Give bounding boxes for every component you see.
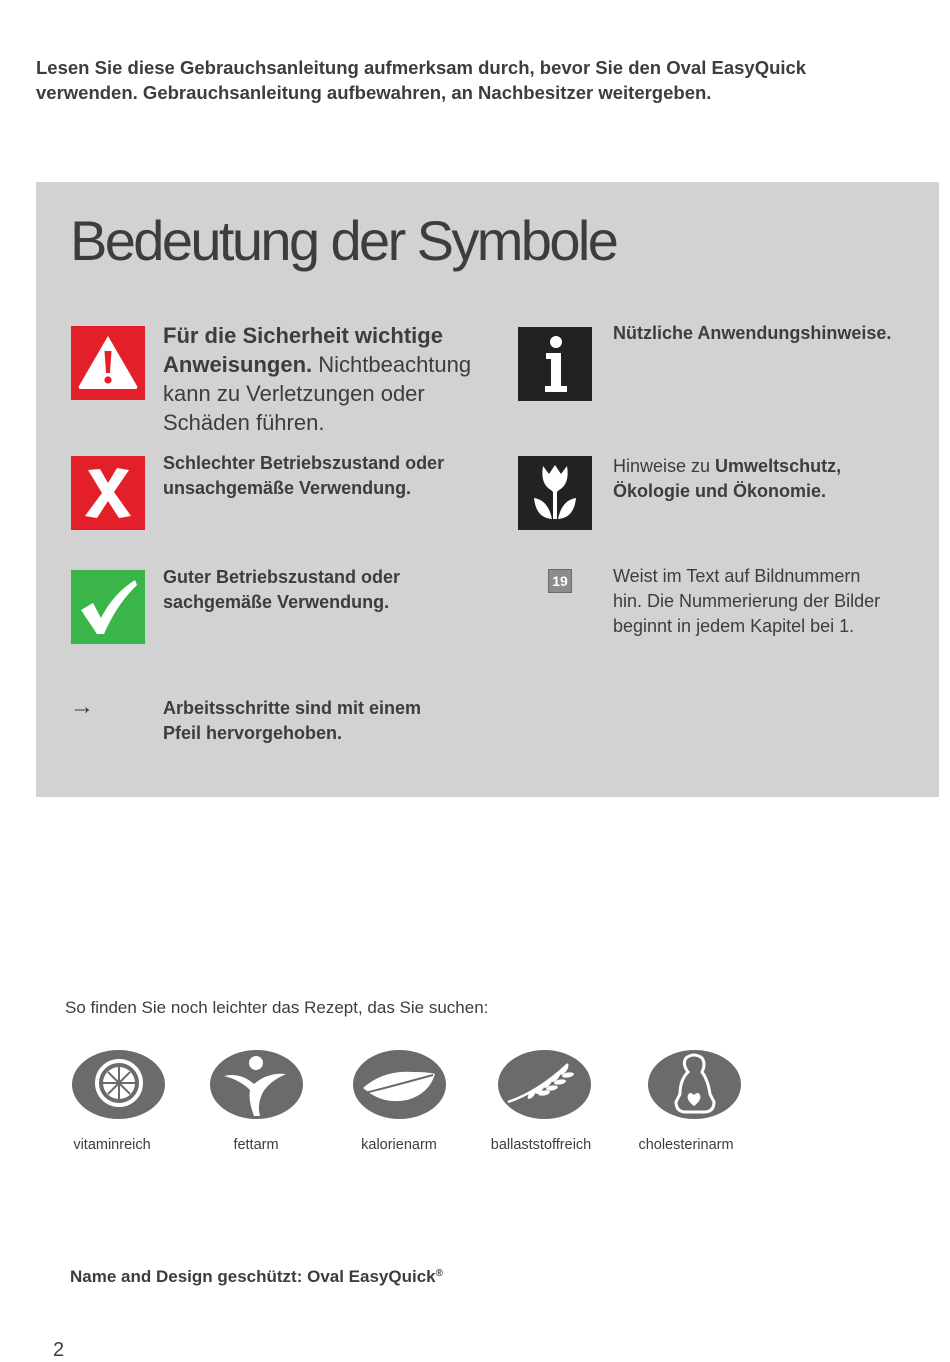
- person-icon: [210, 1050, 303, 1119]
- bad-text: [163, 451, 493, 501]
- recipe-label-fettarm: fettarm: [233, 1137, 279, 1153]
- safety-text: [163, 321, 493, 437]
- wheat-icon: [498, 1050, 591, 1119]
- bad-line-1: Schlechter Betriebszustand oder: [163, 453, 445, 473]
- symbols-title: Bedeutung der Symbole: [70, 209, 617, 272]
- arrow-icon: →: [70, 693, 94, 720]
- figure-number-badge: 19: [548, 569, 572, 593]
- figure-text: [613, 564, 933, 639]
- safety-normal-3: kann zu Verletzungen oder: [163, 381, 425, 406]
- info-text: [613, 321, 933, 346]
- good-text: [163, 565, 493, 615]
- safety-normal-4: Schäden führen.: [163, 410, 325, 435]
- citrus-icon: [72, 1050, 165, 1119]
- figure-line-2: hin. Die Nummerierung der Bilder: [613, 591, 881, 611]
- eco-bold-1: Umweltschutz,: [715, 456, 842, 476]
- cross-icon: [71, 456, 145, 530]
- safety-bold-1: Für die Sicherheit wichtige: [163, 323, 443, 348]
- eco-text: [613, 454, 933, 504]
- recipe-label-vitaminreich: vitaminreich: [73, 1137, 151, 1153]
- bad-line-2: unsachgemäße Verwendung.: [163, 478, 412, 498]
- trademark-note: [70, 1266, 443, 1288]
- intro-text: [36, 55, 916, 105]
- recipe-label-cholesterinarm: cholesterinarm: [638, 1137, 734, 1153]
- trademark-text: Name and Design geschützt: Oval EasyQuick: [70, 1267, 436, 1286]
- eco-normal-1: Hinweise zu: [613, 456, 716, 476]
- steps-line-2: Pfeil hervorgehoben.: [163, 723, 343, 743]
- info-bold: Nützliche Anwendungshinweise.: [613, 323, 892, 343]
- warning-icon: [71, 326, 145, 400]
- intro-line-1: Lesen Sie diese Gebrauchsanleitung aufmerksam durch, bevor Sie den Oval EasyQuick: [36, 57, 807, 78]
- tulip-icon: [518, 456, 592, 530]
- recipe-label-kalorienarm: kalorienarm: [361, 1137, 437, 1153]
- feather-icon: [353, 1050, 446, 1119]
- intro-line-2: verwenden. Gebrauchsanleitung aufbewahren, an Nachbesitzer weitergeben.: [36, 82, 712, 103]
- safety-bold-2: Anweisungen.: [163, 352, 313, 377]
- recipe-hint: So finden Sie noch leichter das Rezept, das Sie suchen:: [65, 998, 489, 1017]
- good-line-2: sachgemäße Verwendung.: [163, 592, 390, 612]
- checkmark-icon: [71, 570, 145, 644]
- good-line-1: Guter Betriebszustand oder: [163, 567, 401, 587]
- recipe-label-ballaststoffreich: ballaststoffreich: [490, 1137, 592, 1153]
- registered-mark: ®: [435, 1268, 443, 1279]
- eco-bold-2: Ökologie und Ökonomie.: [613, 481, 827, 501]
- heart-body-icon: [648, 1050, 741, 1119]
- safety-normal-2: Nichtbeachtung: [312, 352, 472, 377]
- figure-line-1: Weist im Text auf Bildnummern: [613, 566, 861, 586]
- info-icon: [518, 327, 592, 401]
- steps-line-1: Arbeitsschritte sind mit einem: [163, 698, 422, 718]
- steps-text: [163, 696, 493, 746]
- page-number: 2: [53, 1339, 65, 1361]
- figure-line-3: beginnt in jedem Kapitel bei 1.: [613, 616, 855, 636]
